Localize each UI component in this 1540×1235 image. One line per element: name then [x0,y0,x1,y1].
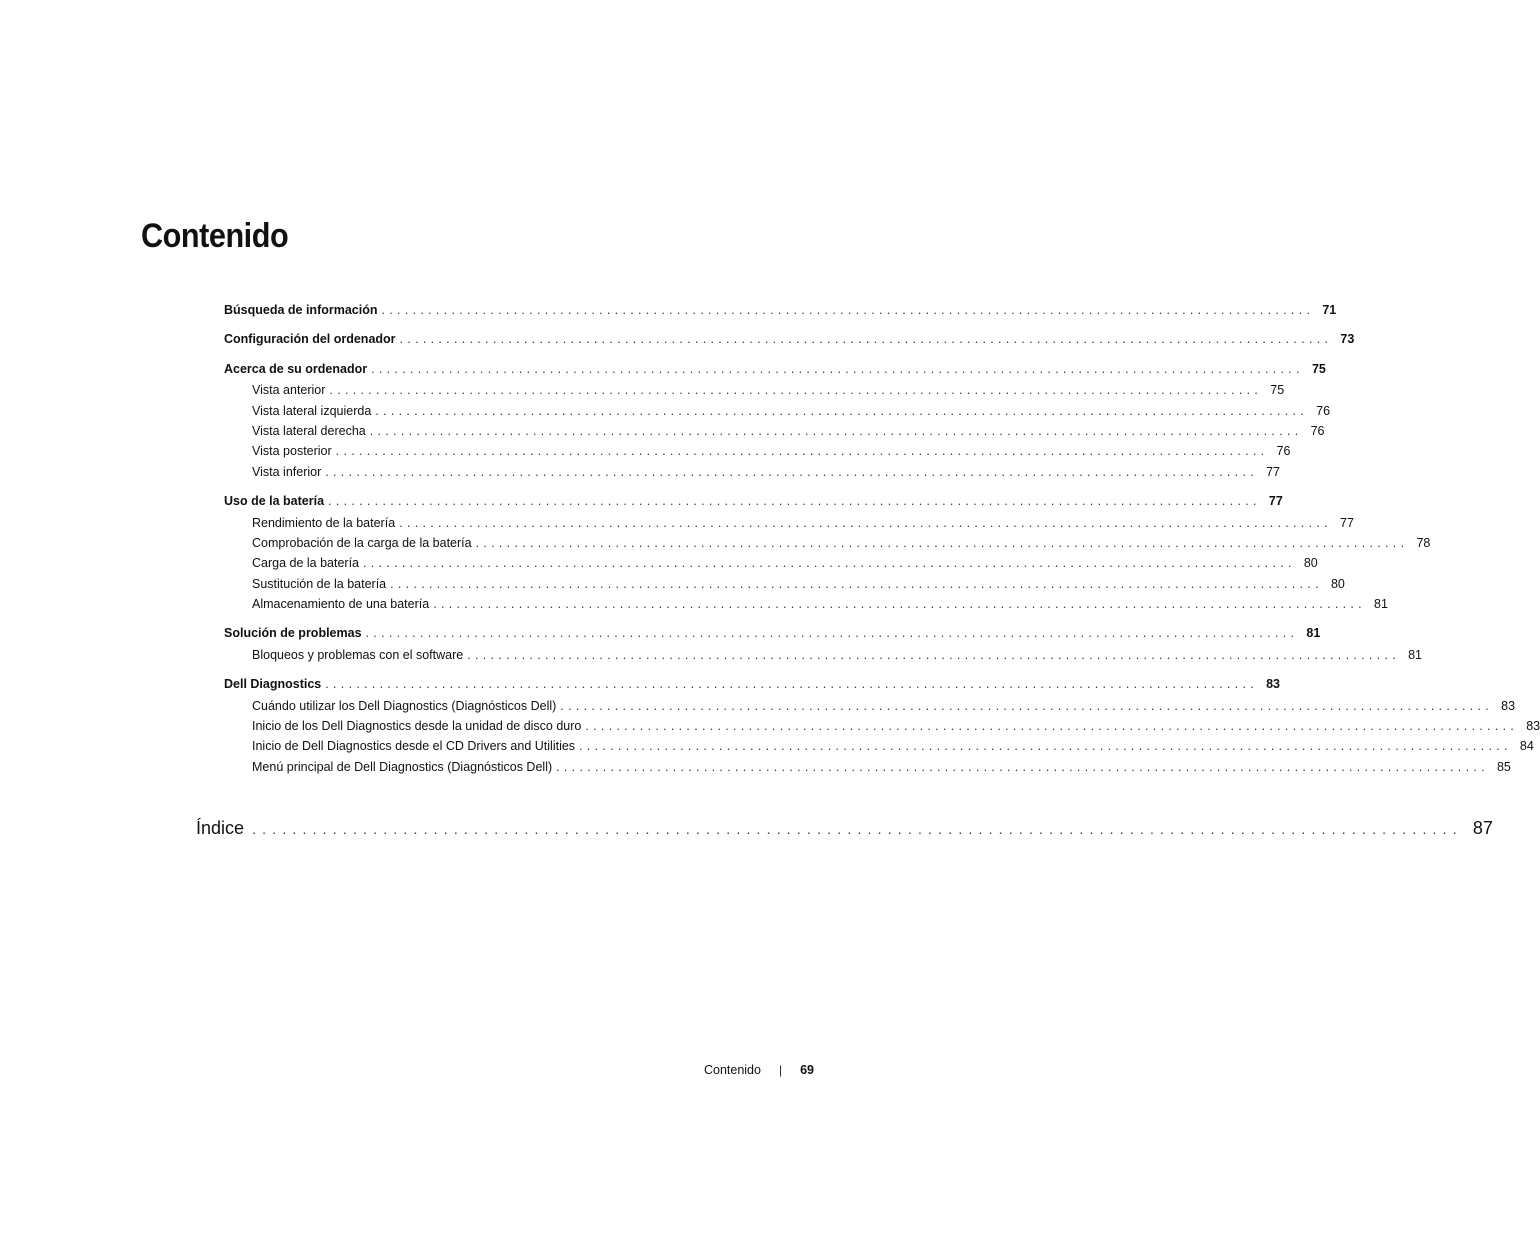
toc-entry-page: 83 [1266,677,1280,692]
toc-leader-dots: ........................................................................................................................ [585,719,1519,734]
toc-leader-dots: ........................................................................................................................ [335,444,1269,459]
toc-subsection-entry[interactable] [224,533,1431,553]
footer-section-name: Contenido [703,1063,761,1077]
toc-entry-page: 81 [1306,626,1321,641]
toc-entry-page: 80 [1330,576,1345,591]
toc-leader-dots: ........................................................................................................................ [329,383,1263,398]
toc-entry-label: Sustitución de la batería [252,576,387,591]
toc-leader-dots: ........................................................................................................................ [467,647,1400,662]
toc-entry-label: Solución de problemas [224,626,362,641]
toc-leader-dots: ........................................................................................................................ [399,515,1332,530]
toc-entry-page: 77 [1266,464,1280,479]
toc-entry-label: Dell Diagnostics [224,677,322,692]
toc-leader-dots: ........................................................................................................................ [475,535,1409,550]
toc-entry-page: 73 [1340,332,1355,347]
toc-entry-label: Vista lateral derecha [252,423,366,438]
toc-entry-page: 81 [1408,647,1422,662]
toc-section [224,674,1540,777]
toc-leader-dots: ........................................................................................................................ [252,821,1463,837]
toc-entry-page: 76 [1310,423,1325,438]
toc-leader-dots: ........................................................................................................................ [363,556,1296,571]
toc-entry-label: Carga de la batería [252,556,360,571]
toc-leader-dots: ........................................................................................................................ [325,677,1258,692]
toc-section-entry[interactable] [224,359,1326,379]
toc-entry-page: 84 [1519,739,1534,754]
toc-entry-label: Vista anterior [252,383,326,398]
toc-leader-dots: ........................................................................................................................ [560,698,1494,713]
toc-entry-label: Búsqueda de información [224,303,378,317]
toc-index-page: 87 [1472,818,1493,838]
toc-entry-page: 83 [1501,698,1516,713]
toc-section [224,359,1331,482]
toc-entry-page: 75 [1311,361,1326,376]
toc-entry-label: Almacenamiento de una batería [252,597,430,612]
toc-entry-page: 85 [1496,759,1511,774]
toc-leader-dots: ........................................................................................................................ [369,423,1303,438]
toc-entry-page: 77 [1340,515,1354,530]
toc-entry-label: Uso de la batería [224,494,325,509]
toc-leader-dots: ........................................................................................................................ [433,597,1366,612]
toc-subsection-entry[interactable] [224,401,1331,421]
toc-entry-page: 76 [1316,403,1331,418]
toc-entry-page: 80 [1303,556,1318,571]
toc-entry-label: Vista posterior [252,444,332,459]
toc-index-label: Índice [196,818,245,838]
toc-section [224,300,1337,320]
toc-subsection-entry[interactable] [224,513,1354,533]
toc-entry-page: 83 [1526,719,1540,734]
footer-page-number: 69 [800,1063,814,1077]
toc-index-entry[interactable] [196,815,1493,842]
toc-leader-dots: ........................................................................................................................ [556,759,1489,774]
toc-leader-dots: ........................................................................................................................ [328,494,1261,509]
toc-entry-label: Inicio de los Dell Diagnostics desde la unidad de disco duro [252,719,582,734]
toc-entry-label: Acerca de su ordenador [224,361,368,376]
toc-subsection-entry[interactable] [224,716,1540,736]
toc-entry-page: 77 [1268,494,1283,509]
toc-entry-page: 81 [1374,597,1388,612]
toc-subsection-entry[interactable] [224,421,1325,441]
toc-section-entry[interactable] [224,623,1321,643]
toc-entry-label: Menú principal de Dell Diagnostics (Diagnósticos Dell) [252,759,553,774]
toc-section-entry[interactable] [224,300,1337,320]
toc-subsection-entry[interactable] [224,696,1516,716]
toc-entry-label: Bloqueos y problemas con el software [252,647,464,662]
toc-subsection-entry[interactable] [224,462,1280,482]
page-title: Contenido [141,217,289,255]
toc-section-entry[interactable] [224,329,1355,349]
toc-subsection-entry[interactable] [224,757,1511,777]
toc-subsection-entry[interactable] [224,553,1318,573]
toc-leader-dots: ........................................................................................................................ [375,403,1309,418]
toc-leader-dots: ........................................................................................................................ [365,626,1299,641]
toc-entry-page: 75 [1270,383,1285,398]
toc-entry-label: Configuración del ordenador [224,332,396,347]
toc-section-entry[interactable] [224,491,1283,511]
toc-subsection-entry[interactable] [224,574,1345,594]
toc-subsection-entry[interactable] [224,380,1285,400]
toc-leader-dots: ........................................................................................................................ [579,739,1512,754]
toc-section [224,329,1355,349]
toc-entry-page: 71 [1322,303,1337,317]
toc-leader-dots: ........................................................................................................................ [381,303,1315,317]
toc-section [224,623,1422,665]
toc-leader-dots: ........................................................................................................................ [371,361,1304,376]
toc-entry-label: Vista inferior [252,464,322,479]
toc-entry-label: Vista lateral izquierda [252,403,372,418]
toc-subsection-entry[interactable] [224,441,1291,461]
toc-subsection-entry[interactable] [224,645,1422,665]
toc-leader-dots: ........................................................................................................................ [390,576,1323,591]
toc-leader-dots: ........................................................................................................................ [399,332,1333,347]
toc-entry-label: Rendimiento de la batería [252,515,396,530]
toc-subsection-entry[interactable] [224,736,1534,756]
page-footer [640,1061,814,1079]
toc-leader-dots: ........................................................................................................................ [325,464,1258,479]
toc-entry-label: Inicio de Dell Diagnostics desde el CD Drivers and Utilities [252,739,576,754]
toc-section [224,491,1431,614]
toc-entry-label: Comprobación de la carga de la batería [252,535,472,550]
table-of-contents [224,300,1540,786]
toc-entry-page: 76 [1276,444,1291,459]
toc-section-entry[interactable] [224,674,1280,694]
toc-entry-label: Cuándo utilizar los Dell Diagnostics (Diagnósticos Dell) [252,698,557,713]
toc-subsection-entry[interactable] [224,594,1388,614]
footer-separator: | [778,1063,783,1077]
toc-entry-page: 78 [1416,535,1431,550]
